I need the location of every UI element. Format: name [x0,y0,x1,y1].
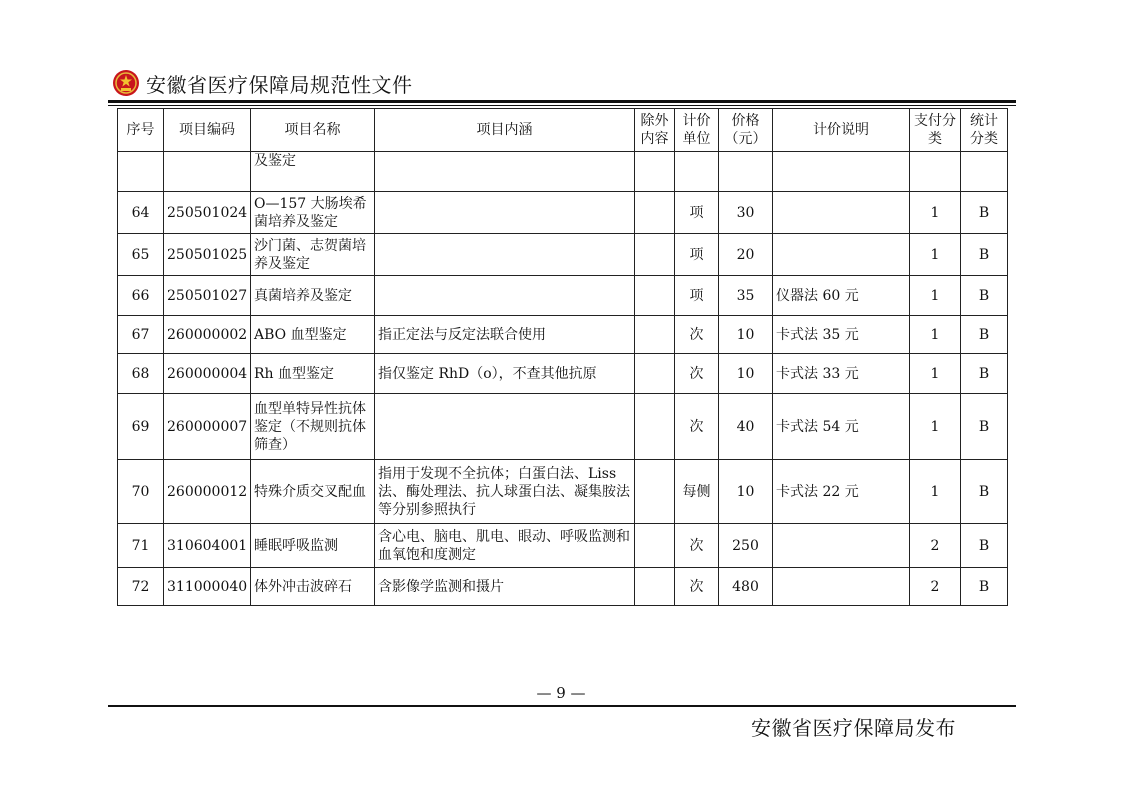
cell-exclusion [635,234,675,276]
cell-exclusion [635,152,675,192]
cell-price: 250 [719,524,773,568]
cell-no: 72 [118,568,164,606]
table-row [118,568,1008,606]
cell-stat: B [961,276,1008,316]
cell-pay: 1 [910,276,961,316]
cell-stat: B [961,568,1008,606]
cell-note [773,234,910,276]
table-header-row [118,109,1008,152]
header-title: 安徽省医疗保障局规范性文件 [146,72,413,97]
cell-unit: 每侧 [675,460,719,524]
cell-stat: B [961,524,1008,568]
cell-exclusion [635,524,675,568]
cell-code: 260000007 [164,394,251,460]
cell-note [773,568,910,606]
cell-unit: 项 [675,192,719,234]
cell-code: 260000004 [164,354,251,394]
table-row [118,316,1008,354]
cell-name: 沙门菌、志贺菌培养及鉴定 [251,234,375,276]
col-header-code: 项目编码 [164,109,251,152]
cell-stat: B [961,316,1008,354]
cell-unit [675,152,719,192]
cell-note: 仪器法 60 元 [773,276,910,316]
cell-code: 260000012 [164,460,251,524]
cell-exclusion [635,568,675,606]
cell-note [773,152,910,192]
cell-no: 64 [118,192,164,234]
cell-stat: B [961,460,1008,524]
col-header-stat: 统计分类 [961,109,1008,152]
cell-no [118,152,164,192]
cell-exclusion [635,394,675,460]
cell-code: 311000040 [164,568,251,606]
cell-content [375,394,635,460]
cell-content [375,192,635,234]
cell-no: 66 [118,276,164,316]
cell-unit: 次 [675,354,719,394]
cell-unit: 项 [675,276,719,316]
cell-exclusion [635,460,675,524]
cell-note: 卡式法 35 元 [773,316,910,354]
table-row [118,394,1008,460]
cell-unit: 次 [675,394,719,460]
cell-code: 310604001 [164,524,251,568]
cell-unit: 项 [675,234,719,276]
cell-pay: 1 [910,316,961,354]
cell-no: 68 [118,354,164,394]
table-row [118,192,1008,234]
cell-unit: 次 [675,524,719,568]
cell-price: 10 [719,316,773,354]
cell-unit: 次 [675,316,719,354]
col-header-unit: 计价单位 [675,109,719,152]
cell-no: 70 [118,460,164,524]
national-emblem-icon [112,69,140,97]
table-row [118,524,1008,568]
page-number: — 9 — [536,684,586,702]
cell-content [375,276,635,316]
cell-content: 含影像学监测和摄片 [375,568,635,606]
cell-name: 及鉴定 [251,152,375,192]
cell-content [375,234,635,276]
cell-exclusion [635,354,675,394]
table-row [118,234,1008,276]
cell-note: 卡式法 33 元 [773,354,910,394]
cell-price: 35 [719,276,773,316]
cell-code: 250501024 [164,192,251,234]
cell-name: 特殊介质交叉配血 [251,460,375,524]
cell-pay: 1 [910,354,961,394]
cell-price [719,152,773,192]
cell-pay: 1 [910,192,961,234]
cell-price: 20 [719,234,773,276]
col-header-exclusion: 除外内容 [635,109,675,152]
cell-no: 71 [118,524,164,568]
publisher-label: 安徽省医疗保障局发布 [751,716,956,740]
cell-pay [910,152,961,192]
cell-name: 真菌培养及鉴定 [251,276,375,316]
cell-stat [961,152,1008,192]
cell-stat: B [961,192,1008,234]
fee-table [117,108,1008,606]
cell-unit: 次 [675,568,719,606]
cell-content: 指用于发现不全抗体；白蛋白法、Liss法、酶处理法、抗人球蛋白法、凝集胺法等分别参照执行 [375,460,635,524]
table-row [118,460,1008,524]
cell-no: 65 [118,234,164,276]
header-rule [108,100,1016,103]
table-row [118,276,1008,316]
cell-name: O—157 大肠埃希菌培养及鉴定 [251,192,375,234]
cell-content: 含心电、脑电、肌电、眼动、呼吸监测和血氧饱和度测定 [375,524,635,568]
cell-name: 体外冲击波碎石 [251,568,375,606]
cell-note: 卡式法 22 元 [773,460,910,524]
cell-stat: B [961,354,1008,394]
cell-pay: 1 [910,460,961,524]
col-header-content: 项目内涵 [375,109,635,152]
cell-name: ABO 血型鉴定 [251,316,375,354]
cell-content: 指仅鉴定 RhD（o），不查其他抗原 [375,354,635,394]
cell-note: 卡式法 54 元 [773,394,910,460]
cell-price: 40 [719,394,773,460]
cell-name: 睡眠呼吸监测 [251,524,375,568]
cell-note [773,524,910,568]
cell-content [375,152,635,192]
cell-pay: 1 [910,234,961,276]
col-header-price: 价格（元） [719,109,773,152]
cell-name: Rh 血型鉴定 [251,354,375,394]
col-header-name: 项目名称 [251,109,375,152]
cell-no: 69 [118,394,164,460]
cell-note [773,192,910,234]
cell-code: 250501025 [164,234,251,276]
cell-content: 指正定法与反定法联合使用 [375,316,635,354]
cell-pay: 1 [910,394,961,460]
cell-code [164,152,251,192]
table-row [118,354,1008,394]
cell-price: 480 [719,568,773,606]
cell-price: 30 [719,192,773,234]
cell-exclusion [635,276,675,316]
col-header-pay: 支付分类 [910,109,961,152]
header-rule-thin [108,105,1016,106]
cell-no: 67 [118,316,164,354]
document-header [112,66,1016,100]
cell-stat: B [961,234,1008,276]
col-header-note: 计价说明 [773,109,910,152]
cell-pay: 2 [910,524,961,568]
cell-code: 260000002 [164,316,251,354]
cell-code: 250501027 [164,276,251,316]
cell-stat: B [961,394,1008,460]
table-row [118,152,1008,192]
cell-exclusion [635,192,675,234]
col-header-no: 序号 [118,109,164,152]
cell-exclusion [635,316,675,354]
cell-price: 10 [719,354,773,394]
cell-name: 血型单特异性抗体鉴定（不规则抗体筛查） [251,394,375,460]
footer-rule [108,705,1016,707]
cell-price: 10 [719,460,773,524]
cell-pay: 2 [910,568,961,606]
